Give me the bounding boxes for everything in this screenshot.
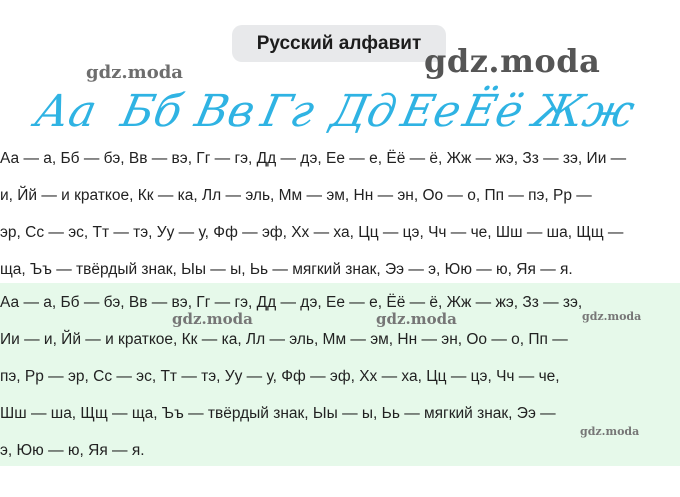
cursive-letter-pair: Ее xyxy=(396,86,466,137)
answer-line: Ии — и, Йй — и краткое, Кк — ка, Лл — эль, Мм — эм, Нн — эн, Оо — о, Пп — xyxy=(0,331,568,348)
task-line: и, Йй — и краткое, Кк — ка, Лл — эль, Мм — эм, Нн — эн, Оо — о, Пп — пэ, Рр — xyxy=(0,187,592,204)
task-line: ща, Ъъ — твёрдый знак, Ыы — ы, Ьь — мягкий знак, Ээ — э, Юю — ю, Яя — я. xyxy=(0,261,573,278)
answer-text xyxy=(0,284,680,469)
answer-line: э, Юю — ю, Яя — я. xyxy=(0,442,145,459)
watermark: gdz.moda xyxy=(582,310,642,323)
task-line: эр, Сс — эс, Тт — тэ, Уу — у, Фф — эф, Хх — ха, Цц — цэ, Чч — че, Шш — ша, Щщ — xyxy=(0,224,624,241)
answer-line: пэ, Рр — эр, Сс — эс, Тт — тэ, Уу — у, Фф — эф, Хх — ха, Цц — цэ, Чч — че, xyxy=(0,368,560,385)
answer-line: Шш — ша, Щщ — ща, Ъъ — твёрдый знак, Ыы — ы, Ьь — мягкий знак, Ээ — xyxy=(0,405,556,422)
page-title xyxy=(232,25,446,62)
watermark: gdz.moda xyxy=(424,42,601,80)
cursive-letter-pair: Вв xyxy=(190,86,260,137)
cursive-letter-pair: Жж xyxy=(528,86,639,137)
cursive-letter-pair: Дд xyxy=(326,86,402,137)
cursive-letter-pair: Ёё xyxy=(458,86,528,137)
cursive-letter-pair: Гг xyxy=(256,86,319,137)
page-title-text: Русский алфавит xyxy=(256,32,422,54)
watermark: gdz.moda xyxy=(580,425,640,438)
cursive-alphabet-row xyxy=(0,82,680,142)
cursive-letter-pair: Бб xyxy=(116,86,187,137)
task-text xyxy=(0,140,680,288)
watermark: gdz.moda xyxy=(86,62,183,83)
watermark: gdz.moda xyxy=(172,310,253,328)
task-line: Аа — а, Бб — бэ, Вв — вэ, Гг — гэ, Дд — дэ, Ее — е, Ёё — ё, Жж — жэ, Зз — зэ, Ии — xyxy=(0,150,627,167)
cursive-letter-pair: Аа xyxy=(30,86,102,137)
watermark: gdz.moda xyxy=(376,310,457,328)
answer-line: Аа — а, Бб — бэ, Вв — вэ, Гг — гэ, Дд — дэ, Ее — е, Ёё — ё, Жж — жэ, Зз — зэ, xyxy=(0,294,583,311)
